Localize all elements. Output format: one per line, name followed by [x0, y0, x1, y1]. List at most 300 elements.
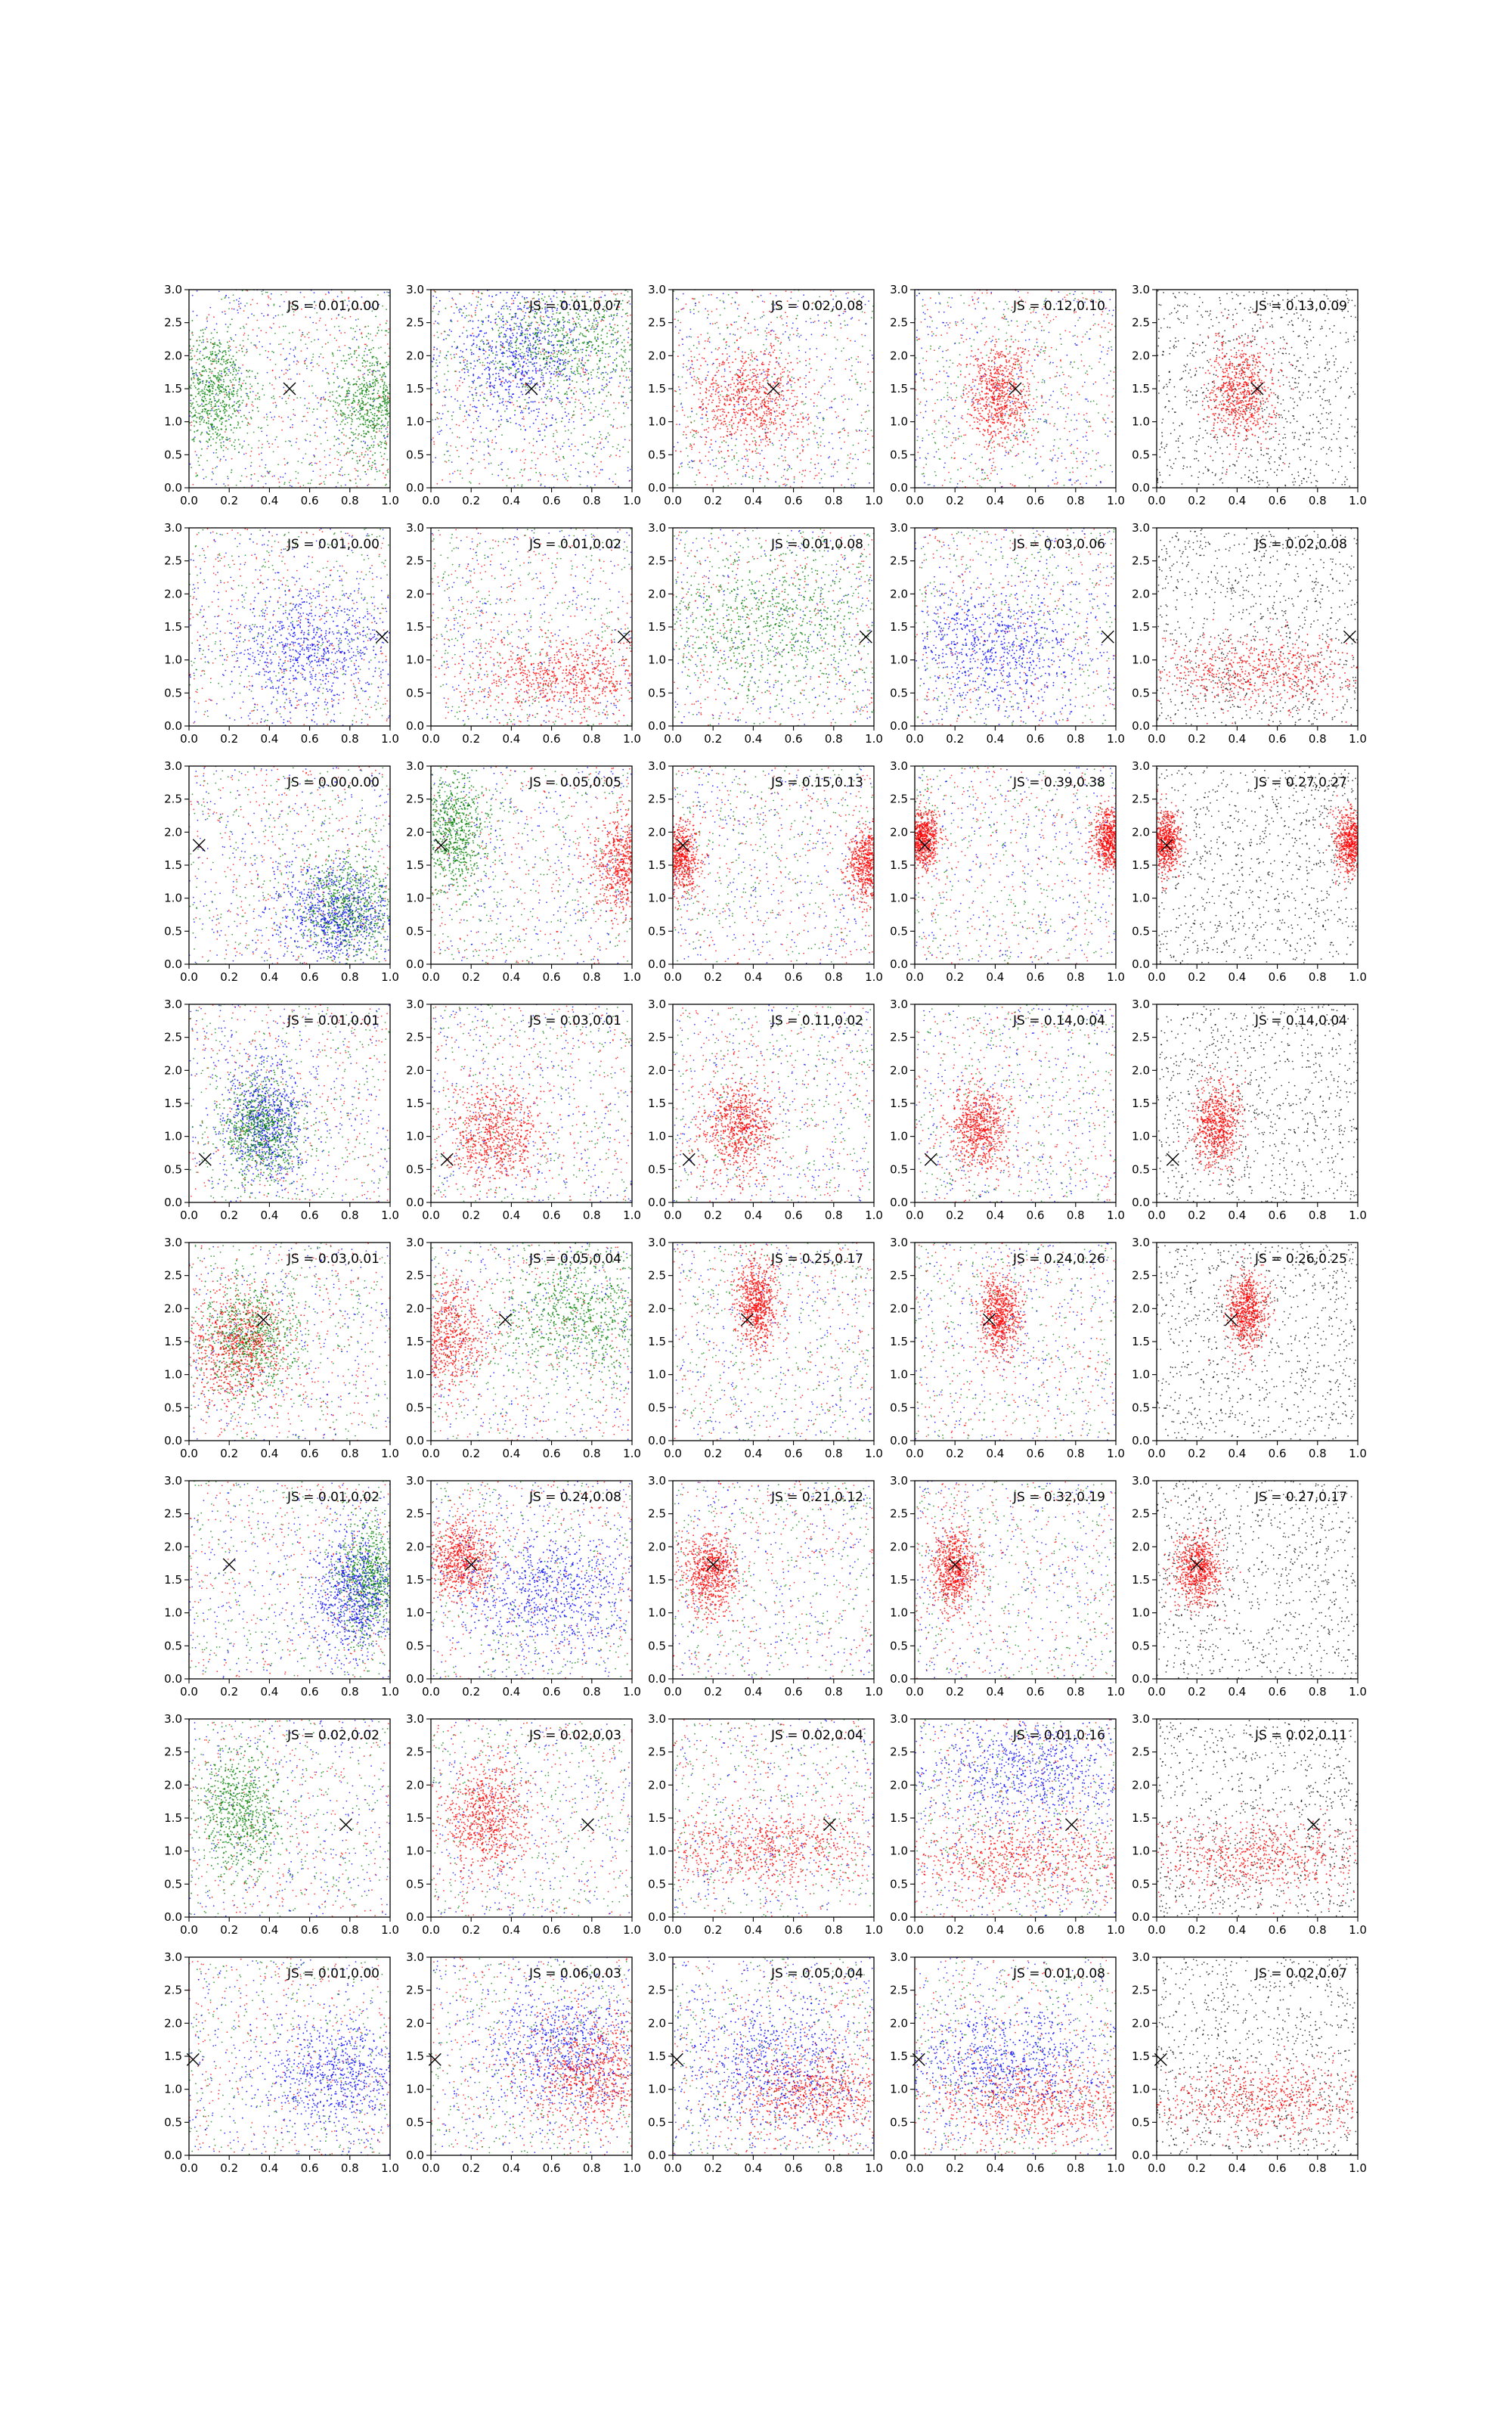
scatter-point	[463, 306, 465, 307]
scatter-point	[369, 380, 370, 382]
scatter-point	[378, 418, 380, 420]
scatter-point	[550, 341, 552, 343]
scatter-point	[510, 324, 511, 326]
scatter-point	[222, 386, 223, 388]
scatter-point	[589, 398, 590, 399]
scatter-point	[352, 402, 354, 403]
scatter-point	[333, 382, 335, 383]
scatter-point	[327, 342, 329, 343]
scatter-point	[551, 352, 553, 354]
scatter-point	[566, 391, 568, 392]
scatter-point	[578, 350, 579, 352]
scatter-point	[563, 468, 565, 470]
scatter-point	[699, 461, 701, 462]
scatter-point	[270, 411, 271, 413]
scatter-point	[541, 330, 543, 332]
scatter-point	[383, 426, 385, 427]
scatter-point	[371, 365, 373, 366]
scatter-point	[455, 304, 457, 306]
scatter-point	[469, 386, 470, 388]
scatter-point	[255, 399, 256, 400]
scatter-point	[498, 312, 500, 313]
scatter-point	[537, 415, 538, 417]
scatter-point	[241, 373, 243, 374]
scatter-point	[358, 346, 360, 347]
scatter-point	[213, 396, 215, 398]
scatter-point	[593, 328, 594, 330]
scatter-point	[606, 380, 608, 381]
scatter-point	[204, 386, 206, 388]
scatter-point	[384, 403, 386, 405]
scatter-point	[225, 374, 227, 376]
scatter-point	[473, 441, 475, 442]
scatter-point	[575, 296, 576, 298]
scatter-point	[597, 443, 599, 445]
scatter-point	[514, 316, 516, 318]
scatter-point	[872, 371, 873, 373]
scatter-point	[847, 408, 848, 410]
scatter-point	[582, 342, 584, 343]
scatter-point	[860, 390, 861, 392]
scatter-point	[203, 380, 204, 382]
scatter-point	[855, 374, 857, 375]
scatter-point	[510, 309, 511, 311]
scatter-point	[287, 370, 289, 371]
scatter-point	[522, 412, 523, 414]
scatter-point	[841, 396, 843, 397]
scatter-point	[550, 398, 551, 399]
scatter-point	[194, 431, 195, 433]
scatter-point	[532, 445, 534, 446]
scatter-point	[349, 347, 350, 349]
scatter-point	[352, 433, 354, 434]
scatter-point	[723, 300, 724, 302]
scatter-point	[759, 462, 761, 464]
scatter-point	[547, 356, 549, 358]
scatter-point	[535, 329, 537, 330]
scatter-point	[213, 316, 215, 318]
scatter-point	[495, 367, 497, 368]
scatter-point	[257, 373, 259, 374]
scatter-point	[364, 394, 366, 396]
scatter-point	[609, 377, 611, 379]
scatter-point	[779, 349, 781, 351]
scatter-point	[607, 416, 609, 417]
scatter-point	[233, 362, 234, 364]
scatter-point	[575, 406, 576, 408]
scatter-point	[831, 322, 832, 324]
scatter-point	[304, 337, 305, 338]
scatter-point	[835, 296, 837, 297]
scatter-point	[847, 338, 848, 340]
scatter-point	[583, 461, 584, 463]
scatter-point	[584, 410, 586, 411]
scatter-point	[579, 374, 581, 375]
scatter-point	[224, 371, 225, 372]
scatter-point	[286, 291, 287, 293]
scatter-point	[556, 461, 557, 462]
scatter-point	[689, 372, 691, 374]
scatter-point	[602, 469, 603, 470]
scatter-point	[243, 326, 244, 327]
scatter-point	[321, 353, 322, 355]
scatter-point	[742, 392, 743, 393]
scatter-point	[361, 392, 363, 393]
scatter-point	[541, 320, 542, 321]
scatter-point	[521, 410, 522, 411]
scatter-point	[210, 445, 212, 446]
scatter-point	[469, 410, 471, 411]
scatter-point	[829, 369, 831, 371]
scatter-point	[787, 479, 789, 480]
scatter-point	[358, 370, 359, 371]
scatter-point	[782, 324, 784, 326]
scatter-point	[609, 478, 610, 479]
scatter-point	[367, 361, 368, 362]
scatter-point	[318, 365, 320, 367]
scatter-point	[355, 409, 357, 411]
scatter-point	[574, 328, 575, 330]
scatter-point	[533, 439, 534, 440]
scatter-point	[563, 337, 565, 338]
scatter-point	[255, 346, 256, 347]
scatter-point	[225, 447, 227, 448]
scatter-point	[690, 337, 692, 338]
scatter-point	[864, 312, 866, 314]
scatter-point	[246, 453, 247, 455]
scatter-point	[593, 388, 594, 389]
scatter-point	[501, 385, 503, 386]
scatter-point	[206, 371, 207, 372]
scatter-point	[577, 296, 578, 297]
scatter-point	[562, 334, 563, 335]
scatter-point	[200, 330, 202, 331]
scatter-point	[588, 325, 590, 327]
scatter-point	[751, 468, 752, 470]
scatter-point	[446, 442, 448, 444]
scatter-point	[503, 347, 505, 349]
scatter-point	[374, 381, 376, 383]
scatter-point	[451, 306, 452, 308]
scatter-point	[354, 353, 355, 355]
scatter-point	[577, 364, 578, 365]
scatter-point	[689, 349, 690, 350]
scatter-point	[496, 351, 497, 352]
scatter-point	[693, 371, 695, 373]
scatter-point	[484, 365, 485, 366]
scatter-point	[507, 368, 509, 369]
scatter-point	[692, 298, 693, 299]
scatter-point	[521, 358, 522, 359]
scatter-point	[475, 312, 476, 314]
scatter-point	[212, 410, 213, 411]
scatter-point	[200, 424, 201, 425]
scatter-point	[199, 364, 200, 365]
scatter-point	[551, 368, 553, 369]
scatter-point	[806, 439, 807, 441]
scatter-point	[525, 321, 527, 323]
scatter-point	[547, 352, 549, 354]
scatter-point	[572, 380, 573, 382]
scatter-point	[234, 439, 236, 441]
scatter-point	[331, 318, 333, 320]
scatter-point	[560, 344, 562, 346]
scatter-point	[380, 363, 381, 365]
scatter-point	[386, 431, 388, 433]
scatter-point	[773, 330, 775, 332]
scatter-point	[212, 384, 213, 386]
scatter-point	[316, 463, 318, 464]
scatter-point	[379, 406, 380, 408]
scatter-point	[588, 389, 590, 390]
scatter-point	[469, 315, 470, 316]
scatter-point	[366, 394, 367, 396]
scatter-point	[711, 449, 713, 451]
scatter-point	[511, 337, 513, 339]
scatter-point	[677, 411, 678, 412]
scatter-point	[246, 370, 247, 371]
scatter-point	[553, 383, 554, 385]
scatter-point	[569, 402, 571, 403]
scatter-point	[562, 457, 564, 458]
scatter-point	[370, 334, 371, 335]
scatter-point	[751, 352, 752, 354]
scatter-point	[499, 327, 500, 329]
scatter-point	[472, 394, 473, 396]
scatter-point	[540, 380, 541, 382]
scatter-point	[354, 401, 355, 402]
scatter-point	[358, 433, 360, 435]
scatter-point	[747, 312, 748, 314]
scatter-point	[819, 296, 820, 298]
scatter-point	[479, 377, 481, 379]
scatter-point	[592, 325, 593, 327]
scatter-point	[590, 402, 592, 404]
scatter-point	[336, 439, 337, 440]
scatter-point	[809, 363, 810, 365]
scatter-point	[616, 365, 618, 367]
scatter-point	[472, 327, 473, 329]
scatter-point	[383, 393, 385, 395]
scatter-point	[267, 470, 268, 472]
scatter-point	[779, 357, 780, 358]
scatter-point	[550, 396, 552, 397]
scatter-point	[553, 344, 555, 346]
scatter-point	[721, 467, 723, 468]
scatter-point	[339, 330, 340, 331]
scatter-point	[482, 341, 484, 343]
scatter-point	[726, 344, 727, 346]
scatter-point	[565, 331, 567, 333]
scatter-point	[525, 341, 526, 343]
scatter-point	[338, 386, 339, 388]
scatter-point	[263, 315, 265, 317]
scatter-point	[475, 439, 476, 441]
scatter-point	[544, 367, 545, 368]
scatter-point	[466, 411, 467, 412]
scatter-point	[211, 408, 212, 410]
scatter-point	[484, 398, 485, 399]
scatter-point	[385, 400, 386, 402]
scatter-point	[201, 371, 203, 372]
scatter-point	[317, 397, 318, 399]
scatter-point	[305, 343, 307, 345]
scatter-point	[212, 343, 214, 345]
scatter-point	[573, 393, 575, 395]
scatter-point	[340, 486, 342, 487]
scatter-point	[727, 324, 728, 326]
scatter-point	[748, 403, 749, 405]
scatter-point	[540, 318, 541, 320]
scatter-point	[308, 332, 310, 334]
scatter-point	[538, 458, 539, 460]
scatter-point	[478, 416, 479, 417]
scatter-point	[373, 415, 375, 417]
scatter-point	[555, 419, 556, 420]
scatter-point	[680, 393, 681, 395]
scatter-point	[549, 382, 550, 383]
scatter-point	[740, 420, 742, 422]
scatter-point	[230, 361, 231, 363]
scatter-point	[354, 400, 355, 402]
scatter-point	[565, 365, 566, 366]
scatter-point	[303, 380, 305, 382]
scatter-point	[352, 440, 354, 442]
scatter-point	[266, 419, 268, 420]
scatter-point	[521, 486, 522, 487]
scatter-point	[834, 461, 835, 462]
scatter-point	[208, 420, 209, 422]
scatter-point	[828, 377, 829, 378]
scatter-point	[466, 369, 468, 371]
scatter-point	[226, 392, 228, 393]
scatter-point	[824, 398, 826, 399]
scatter-point	[336, 424, 338, 426]
scatter-point	[215, 442, 217, 444]
scatter-point	[607, 442, 609, 443]
scatter-point	[352, 328, 354, 330]
scatter-point	[337, 377, 339, 379]
scatter-point	[454, 354, 455, 355]
scatter-point	[358, 417, 359, 419]
scatter-point	[810, 399, 812, 400]
scatter-point	[856, 358, 857, 360]
scatter-point	[233, 294, 234, 296]
scatter-point	[597, 337, 599, 338]
scatter-point	[542, 384, 544, 386]
scatter-point	[687, 455, 689, 457]
scatter-point	[529, 328, 531, 330]
scatter-point	[346, 417, 348, 419]
scatter-point	[782, 372, 783, 374]
scatter-point	[436, 331, 438, 333]
scatter-point	[558, 392, 559, 393]
scatter-point	[676, 424, 677, 425]
scatter-point	[353, 407, 355, 408]
scatter-point	[446, 358, 448, 360]
scatter-point	[734, 458, 736, 459]
scatter-point	[333, 405, 334, 407]
scatter-point	[203, 405, 205, 407]
scatter-point	[358, 378, 360, 380]
scatter-point	[252, 402, 253, 403]
scatter-point	[239, 377, 240, 379]
scatter-point	[449, 329, 451, 330]
scatter-point	[203, 365, 204, 367]
scatter-point	[242, 383, 243, 384]
scatter-point	[594, 329, 596, 330]
scatter-point	[515, 353, 516, 355]
scatter-point	[532, 346, 534, 347]
scatter-point	[509, 328, 510, 330]
scatter-point	[558, 368, 559, 370]
scatter-point	[306, 408, 308, 409]
scatter-point	[540, 333, 541, 334]
scatter-point	[494, 357, 496, 358]
scatter-point	[502, 398, 503, 399]
scatter-point	[514, 414, 516, 416]
scatter-point	[782, 376, 784, 377]
scatter-point	[386, 474, 387, 476]
scatter-point	[384, 402, 386, 403]
scatter-point	[363, 441, 364, 442]
scatter-point	[319, 461, 321, 463]
scatter-point	[344, 414, 345, 415]
scatter-point	[209, 439, 210, 441]
scatter-point	[588, 321, 590, 322]
scatter-point	[225, 405, 227, 407]
scatter-point	[779, 343, 781, 345]
scatter-point	[691, 448, 692, 450]
scatter-point	[438, 324, 440, 325]
x-tick-label: 0.4	[260, 494, 278, 507]
scatter-point	[556, 340, 558, 342]
scatter-point	[372, 399, 373, 400]
scatter-point	[576, 317, 578, 318]
scatter-point	[296, 478, 297, 479]
scatter-point	[205, 393, 206, 395]
scatter-point	[288, 440, 290, 442]
scatter-point	[528, 412, 530, 414]
scatter-point	[471, 354, 472, 355]
scatter-point	[626, 329, 627, 330]
scatter-point	[549, 343, 550, 345]
scatter-point	[519, 386, 520, 388]
scatter-point	[506, 330, 507, 331]
scatter-point	[209, 307, 211, 309]
scatter-point	[346, 360, 348, 361]
scatter-point	[572, 330, 573, 331]
scatter-point	[333, 445, 335, 446]
scatter-point	[355, 414, 356, 416]
scatter-point	[527, 325, 528, 327]
scatter-point	[572, 318, 574, 319]
scatter-point	[522, 378, 523, 380]
scatter-point	[831, 401, 832, 402]
scatter-point	[363, 464, 364, 466]
scatter-point	[524, 305, 525, 306]
scatter-point	[558, 323, 559, 324]
scatter-point	[683, 355, 685, 356]
scatter-point	[238, 384, 240, 386]
scatter-point	[482, 324, 483, 325]
scatter-point	[711, 485, 713, 486]
scatter-point	[545, 372, 547, 374]
scatter-point	[209, 371, 211, 373]
scatter-point	[311, 359, 313, 361]
scatter-point	[823, 418, 824, 420]
scatter-point	[202, 396, 203, 398]
